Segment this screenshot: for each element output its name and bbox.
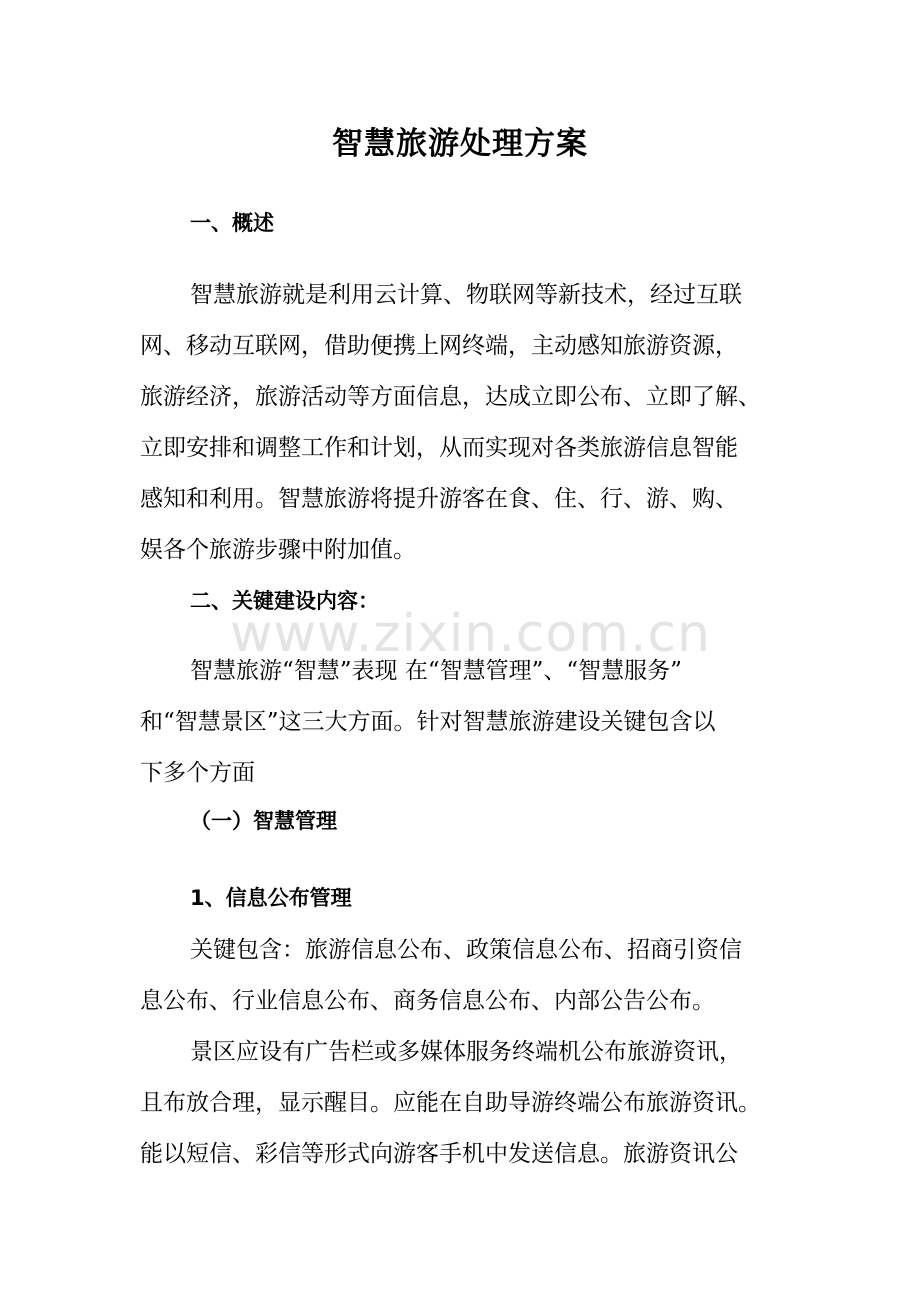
overview-line-2: 网、移动互联网，借助便携上网终端，主动感知旅游资源， bbox=[140, 333, 738, 359]
overview-line-6: 娱各个旅游步骤中附加值。 bbox=[140, 537, 416, 563]
construction-line-2: 和“智慧景区”这三大方面。针对智慧旅游建设关键包含以 bbox=[140, 709, 716, 735]
publishing-line-2: 息公布、行业信息公布、商务信息公布、内部公告公布。 bbox=[140, 988, 715, 1014]
subsection-heading-smart-management: （一）智慧管理 bbox=[190, 809, 337, 833]
publishing-line-1: 关键包含：旅游信息公布、政策信息公布、招商引资信 bbox=[190, 937, 742, 963]
publishing-line-4: 且布放合理，显示醒目。应能在自助导游终端公布旅游资讯。 bbox=[140, 1090, 761, 1116]
section-heading-key-construction: 二、关键建设内容： bbox=[190, 589, 379, 613]
publishing-line-3: 景区应设有广告栏或多媒体服务终端机公布旅游资讯， bbox=[190, 1039, 742, 1065]
section-heading-overview: 一、概述 bbox=[190, 211, 274, 235]
publishing-line-5: 能以短信、彩信等形式向游客手机中发送信息。旅游资讯公 bbox=[140, 1141, 738, 1167]
construction-line-1: 智慧旅游“智慧”表现 在“智慧管理”、“智慧服务” bbox=[190, 658, 682, 684]
overview-line-1: 智慧旅游就是利用云计算、物联网等新技术，经过互联 bbox=[190, 282, 742, 308]
document-title: 智慧旅游处理方案 bbox=[332, 126, 588, 162]
overview-line-5: 感知和利用。智慧旅游将提升游客在食、住、行、游、购、 bbox=[140, 486, 738, 512]
overview-line-4: 立即安排和调整工作和计划，从而实现对各类旅游信息智能 bbox=[140, 435, 738, 461]
construction-line-3: 下多个方面 bbox=[140, 760, 255, 786]
item-heading-info-publishing: 1、信息公布管理 bbox=[190, 886, 352, 910]
watermark: www.zixin.com.cn bbox=[230, 604, 711, 664]
overview-line-3: 旅游经济，旅游活动等方面信息，达成立即公布、立即了解、 bbox=[140, 384, 761, 410]
